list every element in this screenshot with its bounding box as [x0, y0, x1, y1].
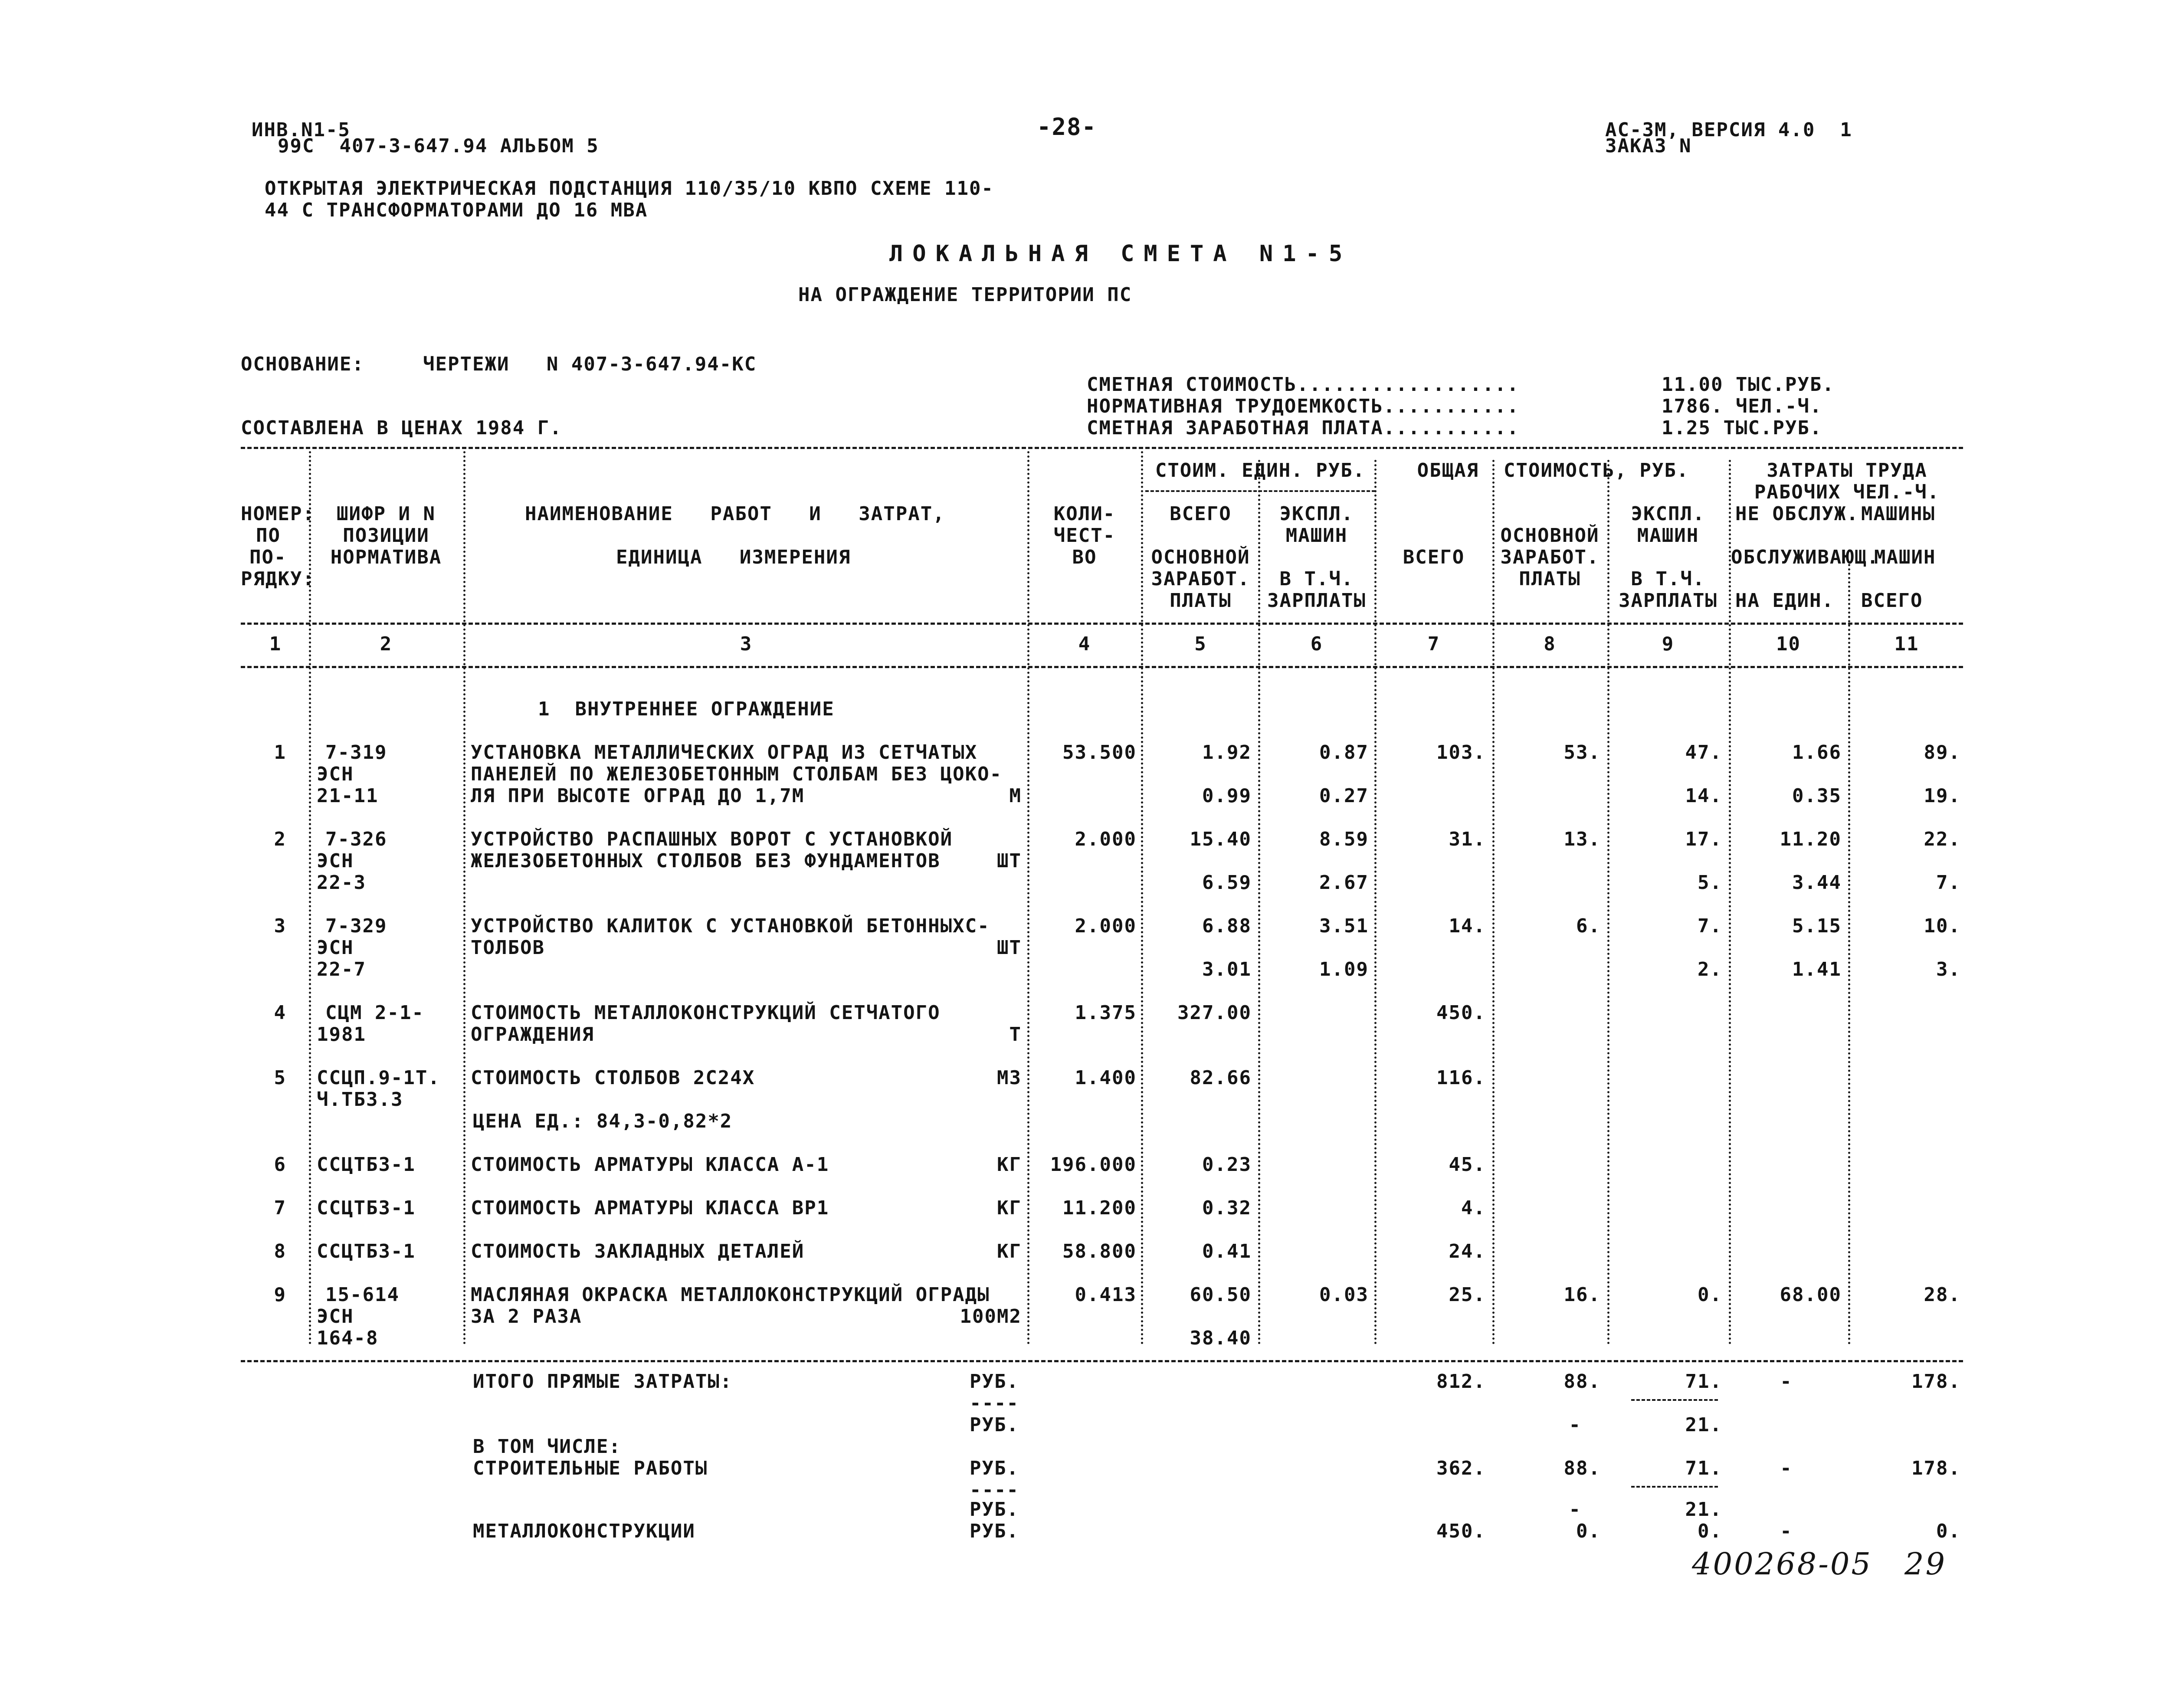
row-unit: Т [1009, 1023, 1022, 1046]
unit-machine-wage: 1.09 [1319, 958, 1369, 980]
labor-total: 0. [1936, 1520, 1961, 1542]
row-code: ССЦТБ3-1 [317, 1197, 416, 1219]
labor-per-unit: - [1780, 1370, 1793, 1393]
labor-per-unit: - [1780, 1520, 1793, 1542]
row-code: 22-7 [317, 958, 366, 980]
row-code: 7-329 [325, 915, 387, 937]
unit-machine-cost: 0.87 [1319, 741, 1369, 764]
row-quantity: 1.400 [1075, 1067, 1137, 1089]
labor-machine-unit: 0.35 [1792, 785, 1842, 807]
row-code: 15-614 [325, 1284, 400, 1306]
inventory-number: ИНВ.N1-5 [252, 119, 351, 141]
unit-cost-wage: 6.59 [1202, 872, 1252, 894]
total-cost: 24. [1449, 1240, 1486, 1262]
labor-total: 22. [1924, 828, 1961, 850]
labor-machine-total: 3. [1936, 958, 1961, 980]
labor-machine-unit: 3.44 [1792, 872, 1842, 894]
col10-header: ОБСЛУЖИВАЮЩ. [1731, 546, 1879, 568]
currency-label: РУБ. [970, 1457, 1019, 1479]
row-name: ЗА 2 РАЗА [471, 1305, 582, 1328]
row-name: ЖЕЛЕЗОБЕТОННЫХ СТОЛБОВ БЕЗ ФУНДАМЕНТОВ [471, 850, 941, 872]
row-code: ЭСН [317, 763, 354, 785]
col11-header: МАШИНЫ [1861, 503, 1935, 525]
total-machine-cost: 0. [1698, 1284, 1722, 1306]
unit-cost-total: 0.41 [1202, 1240, 1252, 1262]
dash-line: ---- [970, 1392, 1019, 1414]
total-cost: 450. [1436, 1520, 1486, 1542]
unit-cost-total: 15.40 [1190, 828, 1252, 850]
column-separator [1848, 564, 1850, 1345]
construction-label: СТРОИТЕЛЬНЫЕ РАБОТЫ [473, 1457, 708, 1479]
basis-label: ОСНОВАНИЕ: [241, 353, 364, 375]
row-quantity: 196.000 [1050, 1154, 1137, 1176]
row-number: 6 [274, 1154, 286, 1176]
total-machine-wage: 21. [1685, 1498, 1722, 1521]
total-machine-wage: 21. [1685, 1414, 1722, 1436]
column-separator [1374, 460, 1377, 1345]
unit-cost-wage: 0.99 [1202, 785, 1252, 807]
unit-machine-cost: 8.59 [1319, 828, 1369, 850]
currency-label: РУБ. [970, 1414, 1019, 1436]
col9-header: ЗАРПЛАТЫ [1619, 590, 1718, 612]
total-machine-cost: 71. [1685, 1370, 1722, 1393]
total-cost: 116. [1436, 1067, 1486, 1089]
labor-total: 28. [1924, 1284, 1961, 1306]
col9-header: В Т.Ч. [1631, 568, 1705, 590]
col9-header: МАШИН [1637, 525, 1699, 547]
direct-costs-label: ИТОГО ПРЯМЫЕ ЗАТРАТЫ: [473, 1370, 733, 1393]
summary-label: НОРМАТИВНАЯ ТРУДОЕМКОСТЬ........... [1087, 395, 1520, 417]
col5-header: ВСЕГО [1170, 503, 1232, 525]
col10-header: НЕ ОБСЛУЖ. [1735, 503, 1859, 525]
column-number: 3 [740, 633, 753, 655]
unit-cost-wage: 38.40 [1190, 1327, 1252, 1349]
total-machine-wage: 5. [1698, 872, 1722, 894]
unit-cost-wage: 3.01 [1202, 958, 1252, 980]
column-separator [1729, 460, 1731, 1345]
row-quantity: 53.500 [1062, 741, 1137, 764]
row-number: 7 [274, 1197, 286, 1219]
column-number: 1 [269, 633, 282, 655]
project-title-line2: 44 С ТРАНСФОРМАТОРАМИ ДО 16 МВА [265, 199, 648, 221]
row-code: ЭСН [317, 1305, 354, 1328]
summary-label: СМЕТНАЯ ЗАРАБОТНАЯ ПЛАТА........... [1087, 417, 1520, 439]
row-name: ТОЛБОВ [471, 937, 545, 959]
col3-header: НАИМЕНОВАНИЕ РАБОТ И ЗАТРАТ, [525, 503, 945, 525]
currency-label: РУБ. [970, 1498, 1019, 1521]
labor-total: 178. [1911, 1457, 1961, 1479]
labor-machine-total: 19. [1924, 785, 1961, 807]
row-unit: ШТ [997, 937, 1022, 959]
total-cost-header: ОБЩАЯ СТОИМОСТЬ, РУБ. [1417, 459, 1689, 482]
column-number: 2 [380, 633, 393, 655]
total-machine-cost: 71. [1685, 1457, 1722, 1479]
col1-header: ПО [256, 525, 281, 547]
column-number: 10 [1776, 633, 1801, 655]
total-wage: - [1569, 1414, 1581, 1436]
col4-header: ЧЕСТ- [1053, 525, 1116, 547]
project-title-line1: ОТКРЫТАЯ ЭЛЕКТРИЧЕСКАЯ ПОДСТАНЦИЯ 110/35/10 КВПО СХЕМЕ 110- [265, 177, 994, 200]
row-number: 1 [274, 741, 286, 764]
col7-header: ВСЕГО [1403, 546, 1465, 568]
total-wage: 16. [1563, 1284, 1601, 1306]
rule [241, 666, 1963, 668]
price-basis: СОСТАВЛЕНА В ЦЕНАХ 1984 Г. [241, 417, 562, 439]
col1-header: ПО- [249, 546, 287, 568]
unit-cost-header: СТОИМ. ЕДИН. РУБ. [1155, 459, 1366, 482]
col6-header: МАШИН [1285, 525, 1348, 547]
page-number: -28- [1037, 113, 1097, 141]
col10-header: НА ЕДИН. [1735, 590, 1834, 612]
row-unit: КГ [997, 1197, 1022, 1219]
rule [1145, 490, 1375, 492]
col8-header: ПЛАТЫ [1519, 568, 1581, 590]
col6-header: ЭКСПЛ. [1279, 503, 1354, 525]
unit-machine-cost: 0.03 [1319, 1284, 1369, 1306]
column-number: 7 [1427, 633, 1440, 655]
col2-header: ШИФР И N [337, 503, 436, 525]
handwritten-code: 400268-05 [1692, 1546, 1872, 1582]
handwritten-page: 29 [1904, 1546, 1947, 1582]
column-separator [463, 451, 465, 1345]
row-code: 21-11 [317, 785, 379, 807]
col5-header: ЗАРАБОТ. [1151, 568, 1250, 590]
row-name: МАСЛЯНАЯ ОКРАСКА МЕТАЛЛОКОНСТРУКЦИЙ ОГРАДЫ [471, 1284, 990, 1306]
column-number: 5 [1194, 633, 1207, 655]
unit-machine-wage: 2.67 [1319, 872, 1369, 894]
dash-line: ---- [970, 1479, 1019, 1501]
column-number: 11 [1894, 633, 1919, 655]
row-code: ССЦТБ3-1 [317, 1240, 416, 1262]
total-cost: 4. [1461, 1197, 1486, 1219]
row-code: 7-319 [325, 741, 387, 764]
total-machine-cost: 7. [1698, 915, 1722, 937]
section-title: 1 ВНУТРЕННЕЕ ОГРАЖДЕНИЕ [538, 698, 835, 720]
total-cost: 103. [1436, 741, 1486, 764]
column-separator [1141, 451, 1143, 1345]
rule [1631, 1486, 1718, 1488]
row-code: ЭСН [317, 850, 354, 872]
col2-header: НОРМАТИВА [330, 546, 442, 568]
row-unit: 100М2 [960, 1305, 1022, 1328]
summary-label: СМЕТНАЯ СТОИМОСТЬ.................. [1087, 374, 1520, 396]
summary-value: 1.25 ТЫС.РУБ. [1662, 417, 1822, 439]
col1-header: РЯДКУ: [241, 568, 315, 590]
row-name: СТОИМОСТЬ ЗАКЛАДНЫХ ДЕТАЛЕЙ [471, 1240, 805, 1262]
document-subtitle: НА ОГРАЖДЕНИЕ ТЕРРИТОРИИ ПС [798, 284, 1132, 306]
row-quantity: 11.200 [1062, 1197, 1137, 1219]
row-unit: М [1009, 785, 1022, 807]
column-separator [1027, 451, 1029, 1345]
col4-header: ВО [1072, 546, 1097, 568]
rule [241, 447, 1963, 449]
album-code: 99С 407-3-647.94 АЛЬБОМ 5 [278, 135, 599, 157]
row-code: 1981 [317, 1023, 366, 1046]
total-wage: 6. [1576, 915, 1601, 937]
rule [241, 1360, 1963, 1362]
row-number: 2 [274, 828, 286, 850]
labor-per-unit: 5.15 [1792, 915, 1842, 937]
row-code: ЭСН [317, 937, 354, 959]
currency-label: РУБ. [970, 1370, 1019, 1393]
column-number: 9 [1662, 633, 1675, 655]
total-cost: 812. [1436, 1370, 1486, 1393]
total-machine-cost: 0. [1698, 1520, 1722, 1542]
row-code: СЦМ 2-1- [325, 1002, 424, 1024]
row-quantity: 2.000 [1075, 828, 1137, 850]
total-cost: 14. [1449, 915, 1486, 937]
row-name: СТОИМОСТЬ АРМАТУРЫ КЛАССА А-1 [471, 1154, 829, 1176]
col5-header: ПЛАТЫ [1170, 590, 1232, 612]
total-machine-wage: 14. [1685, 785, 1722, 807]
unit-machine-cost: 3.51 [1319, 915, 1369, 937]
row-number: 9 [274, 1284, 286, 1306]
rule [241, 623, 1963, 625]
row-code: ССЦП.9-1Т. [317, 1067, 440, 1089]
unit-cost-total: 0.32 [1202, 1197, 1252, 1219]
labor-total: 178. [1911, 1370, 1961, 1393]
row-quantity: 2.000 [1075, 915, 1137, 937]
unit-cost-total: 1.92 [1202, 741, 1252, 764]
labor-machine-unit: 1.41 [1792, 958, 1842, 980]
total-cost: 362. [1436, 1457, 1486, 1479]
unit-machine-wage: 0.27 [1319, 785, 1369, 807]
row-name: УСТАНОВКА МЕТАЛЛИЧЕСКИХ ОГРАД ИЗ СЕТЧАТЫХ [471, 741, 978, 764]
unit-cost-total: 82.66 [1190, 1067, 1252, 1089]
labor-per-unit: 68.00 [1780, 1284, 1842, 1306]
column-number: 6 [1310, 633, 1323, 655]
total-cost: 45. [1449, 1154, 1486, 1176]
row-code: 164-8 [317, 1327, 379, 1349]
labor-header: РАБОЧИХ ЧЕЛ.-Ч. [1754, 481, 1940, 503]
total-cost: 450. [1436, 1002, 1486, 1024]
unit-cost-total: 327.00 [1177, 1002, 1252, 1024]
col6-header: В Т.Ч. [1279, 568, 1354, 590]
total-wage: 88. [1563, 1370, 1601, 1393]
row-code: Ч.ТБ3.3 [317, 1088, 403, 1111]
col1-header: НОМЕР: [241, 503, 315, 525]
row-number: 3 [274, 915, 286, 937]
col8-header: ОСНОВНОЙ [1500, 525, 1600, 547]
col2-header: ПОЗИЦИИ [343, 525, 429, 547]
column-separator [1492, 460, 1495, 1345]
unit-cost-total: 6.88 [1202, 915, 1252, 937]
rule [1631, 1399, 1718, 1401]
labor-per-unit: 11.20 [1780, 828, 1842, 850]
labor-machine-total: 7. [1936, 872, 1961, 894]
row-unit: ШТ [997, 850, 1022, 872]
labor-per-unit: 1.66 [1792, 741, 1842, 764]
labor-header: ЗАТРАТЫ ТРУДА [1767, 459, 1927, 482]
summary-value: 11.00 ТЫС.РУБ. [1662, 374, 1835, 396]
row-unit: М3 [997, 1067, 1022, 1089]
summary-value: 1786. ЧЕЛ.-Ч. [1662, 395, 1822, 417]
total-machine-cost: 17. [1685, 828, 1722, 850]
row-name: ЛЯ ПРИ ВЫСОТЕ ОГРАД ДО 1,7М [471, 785, 805, 807]
unit-cost-total: 0.23 [1202, 1154, 1252, 1176]
total-machine-cost: 47. [1685, 741, 1722, 764]
row-name: ОГРАЖДЕНИЯ [471, 1023, 594, 1046]
row-quantity: 58.800 [1062, 1240, 1137, 1262]
total-wage: - [1569, 1498, 1581, 1521]
row-unit: КГ [997, 1154, 1022, 1176]
row-name: УСТРОЙСТВО РАСПАШНЫХ ВОРОТ С УСТАНОВКОЙ [471, 828, 953, 850]
currency-label: РУБ. [970, 1520, 1019, 1542]
total-wage: 0. [1576, 1520, 1601, 1542]
col5-header: ОСНОВНОЙ [1151, 546, 1250, 568]
row-name: УСТРОЙСТВО КАЛИТОК С УСТАНОВКОЙ БЕТОННЫХС- [471, 915, 990, 937]
total-wage: 13. [1563, 828, 1601, 850]
col4-header: КОЛИ- [1053, 503, 1116, 525]
document-title: ЛОКАЛЬНАЯ СМЕТА N1-5 [889, 241, 1352, 267]
row-code: 22-3 [317, 872, 366, 894]
basis-value: ЧЕРТЕЖИ N 407-3-647.94-КС [423, 353, 757, 375]
including-label: В ТОМ ЧИСЛЕ: [473, 1436, 621, 1458]
row-code: ССЦТБ3-1 [317, 1154, 416, 1176]
row-name: СТОИМОСТЬ МЕТАЛЛОКОНСТРУКЦИЙ СЕТЧАТОГО [471, 1002, 941, 1024]
row-name: СТОИМОСТЬ АРМАТУРЫ КЛАССА ВР1 [471, 1197, 829, 1219]
row-number: 4 [274, 1002, 286, 1024]
col11-header: МАШИН [1874, 546, 1936, 568]
total-cost: 31. [1449, 828, 1486, 850]
col3-header: ЕДИНИЦА ИЗМЕРЕНИЯ [616, 546, 851, 568]
row-quantity: 0.413 [1075, 1284, 1137, 1306]
total-wage: 53. [1563, 741, 1601, 764]
labor-total: 10. [1924, 915, 1961, 937]
row-number: 8 [274, 1240, 286, 1262]
row-quantity: 1.375 [1075, 1002, 1137, 1024]
col8-header: ЗАРАБОТ. [1500, 546, 1600, 568]
col6-header: ЗАРПЛАТЫ [1267, 590, 1366, 612]
column-number: 4 [1078, 633, 1091, 655]
row-name: ПАНЕЛЕЙ ПО ЖЕЛЕЗОБЕТОННЫМ СТОЛБАМ БЕЗ ЦОКО- [471, 763, 1003, 785]
col9-header: ЭКСПЛ. [1631, 503, 1705, 525]
system-version: АС-3М, ВЕРСИЯ 4.0 1 [1605, 119, 1852, 141]
total-cost: 25. [1449, 1284, 1486, 1306]
labor-per-unit: - [1780, 1457, 1793, 1479]
row-number: 5 [274, 1067, 286, 1089]
row-name: СТОИМОСТЬ СТОЛБОВ 2С24Х [471, 1067, 755, 1089]
row-unit: КГ [997, 1240, 1022, 1262]
labor-total: 89. [1924, 741, 1961, 764]
total-machine-wage: 2. [1698, 958, 1722, 980]
price-note: ЦЕНА ЕД.: 84,3-0,82*2 [473, 1110, 733, 1132]
col11-header: ВСЕГО [1861, 590, 1923, 612]
order-number: ЗАКАЗ N [1605, 135, 1692, 157]
unit-cost-total: 60.50 [1190, 1284, 1252, 1306]
column-number: 8 [1544, 633, 1556, 655]
metal-structures-label: МЕТАЛЛОКОНСТРУКЦИИ [473, 1520, 695, 1542]
total-wage: 88. [1563, 1457, 1601, 1479]
row-code: 7-326 [325, 828, 387, 850]
